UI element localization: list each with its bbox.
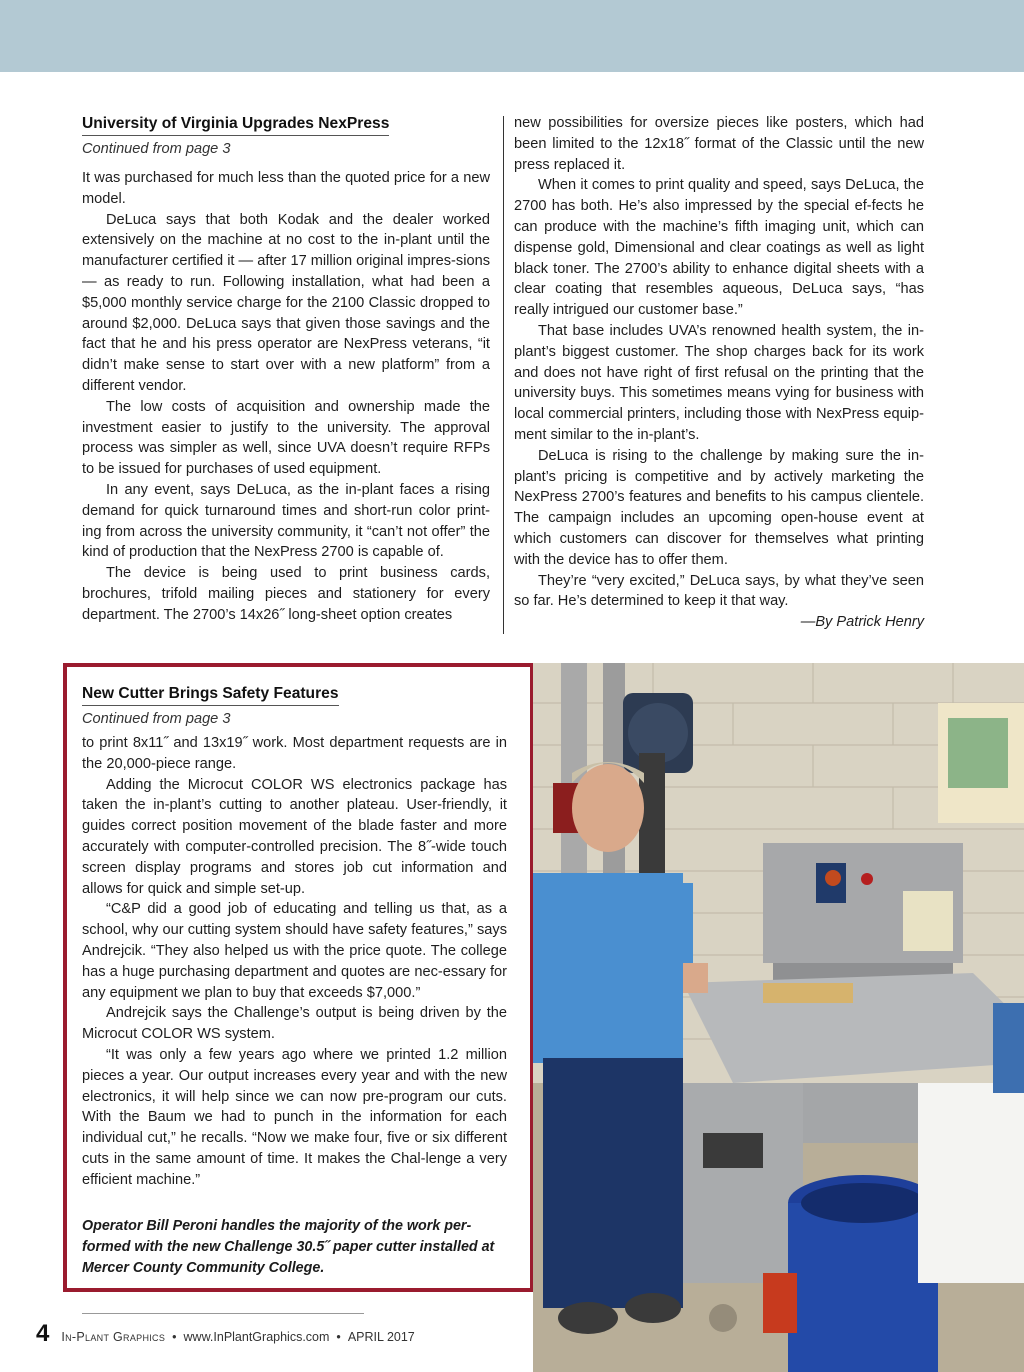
article-paragraph: The device is being used to print business cards, brochures, trifold mailing pieces and stationery for every department. The 2700’s 14x26˝ long-sheet option creates xyxy=(82,565,490,623)
article-paragraph: Adding the Microcut COLOR WS electronics package has taken the in-plant’s cutting to another plateau. User-friendly, it guides correct position movement of the blade faster and more accurately with computer-controlled precision. The 8˝-wide touch screen display programs and stores job cut information and allows for quick and simple set-up. xyxy=(82,776,507,897)
publication-name: In-Plant Graphics xyxy=(61,1330,166,1344)
article-paragraph: to print 8x11˝ and 13x19˝ work. Most department requests are in the 20,000-piece range. xyxy=(82,735,507,772)
header-band xyxy=(0,0,1024,72)
photo-caption: Operator Bill Peroni handles the majority of the work per-formed with the new Challenge 30.5˝ paper cutter installed at Mercer County Community College. xyxy=(82,1218,495,1276)
footer-bullet: • xyxy=(172,1330,177,1344)
page-footer xyxy=(36,1320,415,1346)
operator-cutter-photo xyxy=(533,663,1024,1372)
article-uva-right-column xyxy=(514,113,924,633)
article-cutter-column xyxy=(82,684,507,1191)
page-number: 4 xyxy=(36,1320,50,1347)
article-paragraph: They’re “very excited,” DeLuca says, by what they’ve seen so far. He’s determined to keep it that way. xyxy=(514,572,924,610)
article-uva-left-column xyxy=(82,114,490,626)
article-paragraph: In any event, says DeLuca, as the in-plant faces a rising demand for quick turnaround times and short-run color print-ing from across the university community, it “can’t not offer” the kind of production that the NexPress 2700 is capable of. xyxy=(82,481,490,561)
article-paragraph: “C&P did a good job of educating and telling us that, as a school, why our cutting system should have safety features,” says Andrejcik. “They also helped us with the price quote. The college has a huge purchasing department and quotes are nec-essary for any equipment we plan to buy that exceeds $7,000.” xyxy=(82,901,507,1001)
article-uva-continued: Continued from page 3 xyxy=(82,141,231,157)
article-paragraph: It was purchased for much less than the quoted price for a new model. xyxy=(82,170,490,207)
article-paragraph: The low costs of acquisition and ownership made the investment easier to justify to the university. The approval process was simpler as well, since UVA doesn’t require RFPs to be issued for purchases of used equipment. xyxy=(82,398,490,478)
article-paragraph: new possibilities for oversize pieces like posters, which had been limited to the 12x18˝ format of the Classic until the new press replaced it. xyxy=(514,115,924,173)
article-cutter-continued: Continued from page 3 xyxy=(82,711,231,727)
sidebar-frame-left xyxy=(63,663,67,1292)
article-paragraph: DeLuca says that both Kodak and the dealer worked extensively on the machine at no cost to the in-plant until the manufacturer certified it — after 17 million original impres-sions — as ready to run. Following installation, what had been a $5,000 monthly service charge for the 2100 Classic dropped to around $2,000. DeLuca says that given those savings and the fact that he and his press operator are NexPress veterans, “it didn’t make sense to start over with a new platform” from a different vendor. xyxy=(82,211,490,394)
article-paragraph: When it comes to print quality and speed, says DeLuca, the 2700 has both. He’s also impressed by the special ef-fects he can produce with the machine’s fifth imaging unit, which can dispense gold, Dimensional and clear coatings as well as light black toner. The 2700’s ability to enhance digital sheets with a clear coating that resembles aqueous, DeLuca says, “has really intrigued our customer base.” xyxy=(514,177,924,319)
article-paragraph: That base includes UVA’s renowned health system, the in-plant’s biggest customer. The shop charges back for its work and does not have right of first refusal on the printing that the university buys. This sometimes means vying for business with local commercial printers, including those with NexPress equip-ment similar to the in-plant’s. xyxy=(514,322,924,443)
column-divider xyxy=(503,116,504,634)
article-uva-headline: University of Virginia Upgrades NexPress xyxy=(82,114,389,136)
footer-bullet: • xyxy=(336,1330,341,1344)
article-paragraph: DeLuca is rising to the challenge by making sure the in-plant’s pricing is competitive and by actively marketing the NexPress 2700’s features and benefits to his campus clientele. The campaign includes an upcoming open-house event at which customers can discover for themselves what printing with the device has to offer them. xyxy=(514,447,924,568)
article-cutter-headline: New Cutter Brings Safety Features xyxy=(82,684,339,706)
article-paragraph: “It was only a few years ago where we printed 1.2 million pieces a year. Our output increases every year and with the new electronics, it will help since we can now pre-program our cuts. With the Baum we had to punch in the information for each individual cut,” he recalls. “Now we make four, five or six different cuts in the same amount of time. It makes the Chal-lenge a very efficient machine.” xyxy=(82,1046,507,1188)
sidebar-frame-bottom xyxy=(63,1288,532,1292)
byline: —By Patrick Henry xyxy=(800,614,924,631)
footer-rule xyxy=(82,1313,364,1314)
footer-url[interactable]: www.InPlantGraphics.com xyxy=(183,1330,330,1344)
issue-date: APRIL 2017 xyxy=(347,1330,415,1344)
article-paragraph: Andrejcik says the Challenge’s output is being driven by the Microcut COLOR WS system. xyxy=(82,1005,507,1043)
sidebar-frame-top xyxy=(63,663,532,667)
